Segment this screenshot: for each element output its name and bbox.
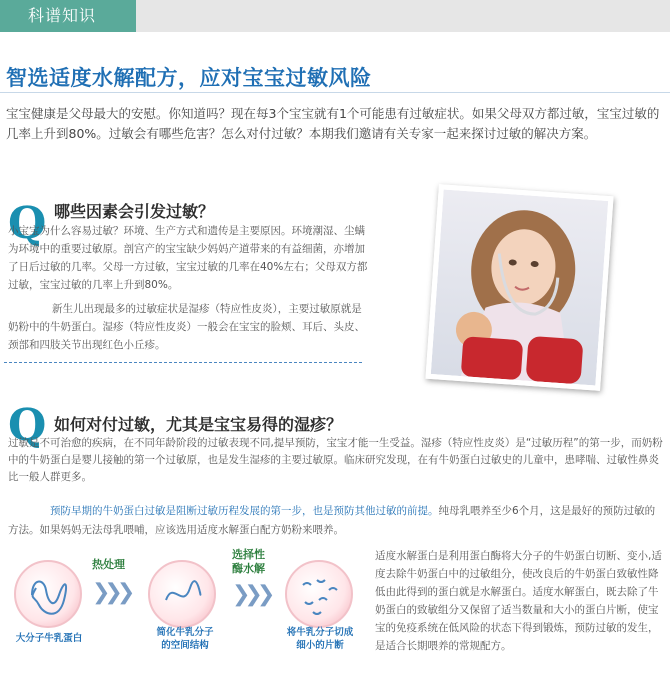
q2-title: 如何对付过敏，尤其是宝宝易得的湿疹？ (54, 415, 343, 434)
q-icon: Q (8, 400, 47, 451)
article-intro: 宝宝健康是父母最大的安慰。你知道吗？现在每3个宝宝就有1个可能患有过敏症状。如果父母双方都过敏，宝宝过敏的几率上升到80%。过敏会有哪些危害？怎么对付过敏？本期我们邀请有关专家一起来探讨过敏的解决方案。 (6, 106, 660, 141)
q-icon: Q (8, 198, 47, 249)
q2-advice (8, 502, 664, 540)
step2-label: 选择性 酶水解 (232, 548, 265, 575)
hydrolysis-explanation: 适度水解蛋白是利用蛋白酶将大分子的牛奶蛋白切断、变小,适度去除牛奶蛋白中的过敏组分，使改良后的牛奶蛋白致敏性降低由此得到的蛋白就是水解蛋白。适度水解蛋白，既去除了牛奶蛋白的致敏组分又保留了适当数量和大小的蛋白片断，使宝宝的免疫系统在低风险的状态下得到锻炼，预防过敏的发生，是适合长期喂养的常规配方。 (375, 550, 662, 652)
section-tab: 科谱知识 (0, 0, 136, 32)
hydrolysis-diagram (0, 540, 370, 680)
advice-rest: 纯母乳喂养至少6个月，这是最好的预防过敏的方法。如果妈妈无法母乳喂哺，应该选用适度水解蛋白配方奶粉来喂养。 (8, 505, 656, 536)
q1-title: 哪些因素会引发过敏？ (54, 202, 215, 221)
q2-body: 过敏是不可治愈的疾病，在不同年龄阶段的过敏表现不同,提早预防，宝宝才能一生受益。湿疹（特应性皮炎）是“过敏历程”的第一步，而奶粉中的牛奶蛋白是婴儿接触的第一个过敏原，也是发生湿疹的主要过敏原。临床研究发现，在有牛奶蛋白过敏史的儿童中，患哮喘、过敏性鼻炎比一般人群更多。 (8, 437, 663, 483)
child-photo (425, 184, 613, 391)
molecule-simplified-icon (148, 560, 216, 628)
advice-highlight: 预防早期的牛奶蛋白过敏是阻断过敏历程发展的第一步，也是预防其他过敏的前提。 (50, 505, 439, 517)
caption-2: 简化牛乳分子 的空间结构 (156, 627, 214, 651)
q1-body-2: 新生儿出现最多的过敏症状是湿疹（特应性皮炎），主要过敏原就是奶粉中的牛奶蛋白。湿疹（特应性皮炎）一般会在宝宝的脸颊、耳后、头皮、颈部和四肢关节出现红色小丘疹。 (8, 303, 365, 351)
q1-body: 小宝宝为什么容易过敏？环境、生产方式和遗传是主要原因。环境潮湿、尘螨为环境中的重要过敏原。剖宫产的宝宝缺少妈妈产道带来的有益细菌，亦增加了日后过敏的几率。父母一方过敏，宝宝过敏的几率在40%左右；父母双方都过敏，宝宝过敏的几率上升到80%。 (8, 225, 368, 291)
caption-3: 将牛乳分子切成 细小的片断 (286, 627, 354, 651)
top-bar (0, 0, 670, 32)
step1-label: 热处理 (92, 558, 125, 571)
caption-1: 大分子牛乳蛋白 (15, 633, 83, 644)
article-headline: 智选适度水解配方，应对宝宝过敏风险 (6, 66, 372, 90)
headline-divider (0, 92, 670, 93)
dotted-divider (4, 362, 362, 363)
arrow-icon: ❯❯❯ (232, 582, 270, 607)
arrow-icon: ❯❯❯ (92, 580, 130, 605)
molecule-large-icon (14, 560, 82, 628)
molecule-fragments-icon (285, 560, 353, 628)
